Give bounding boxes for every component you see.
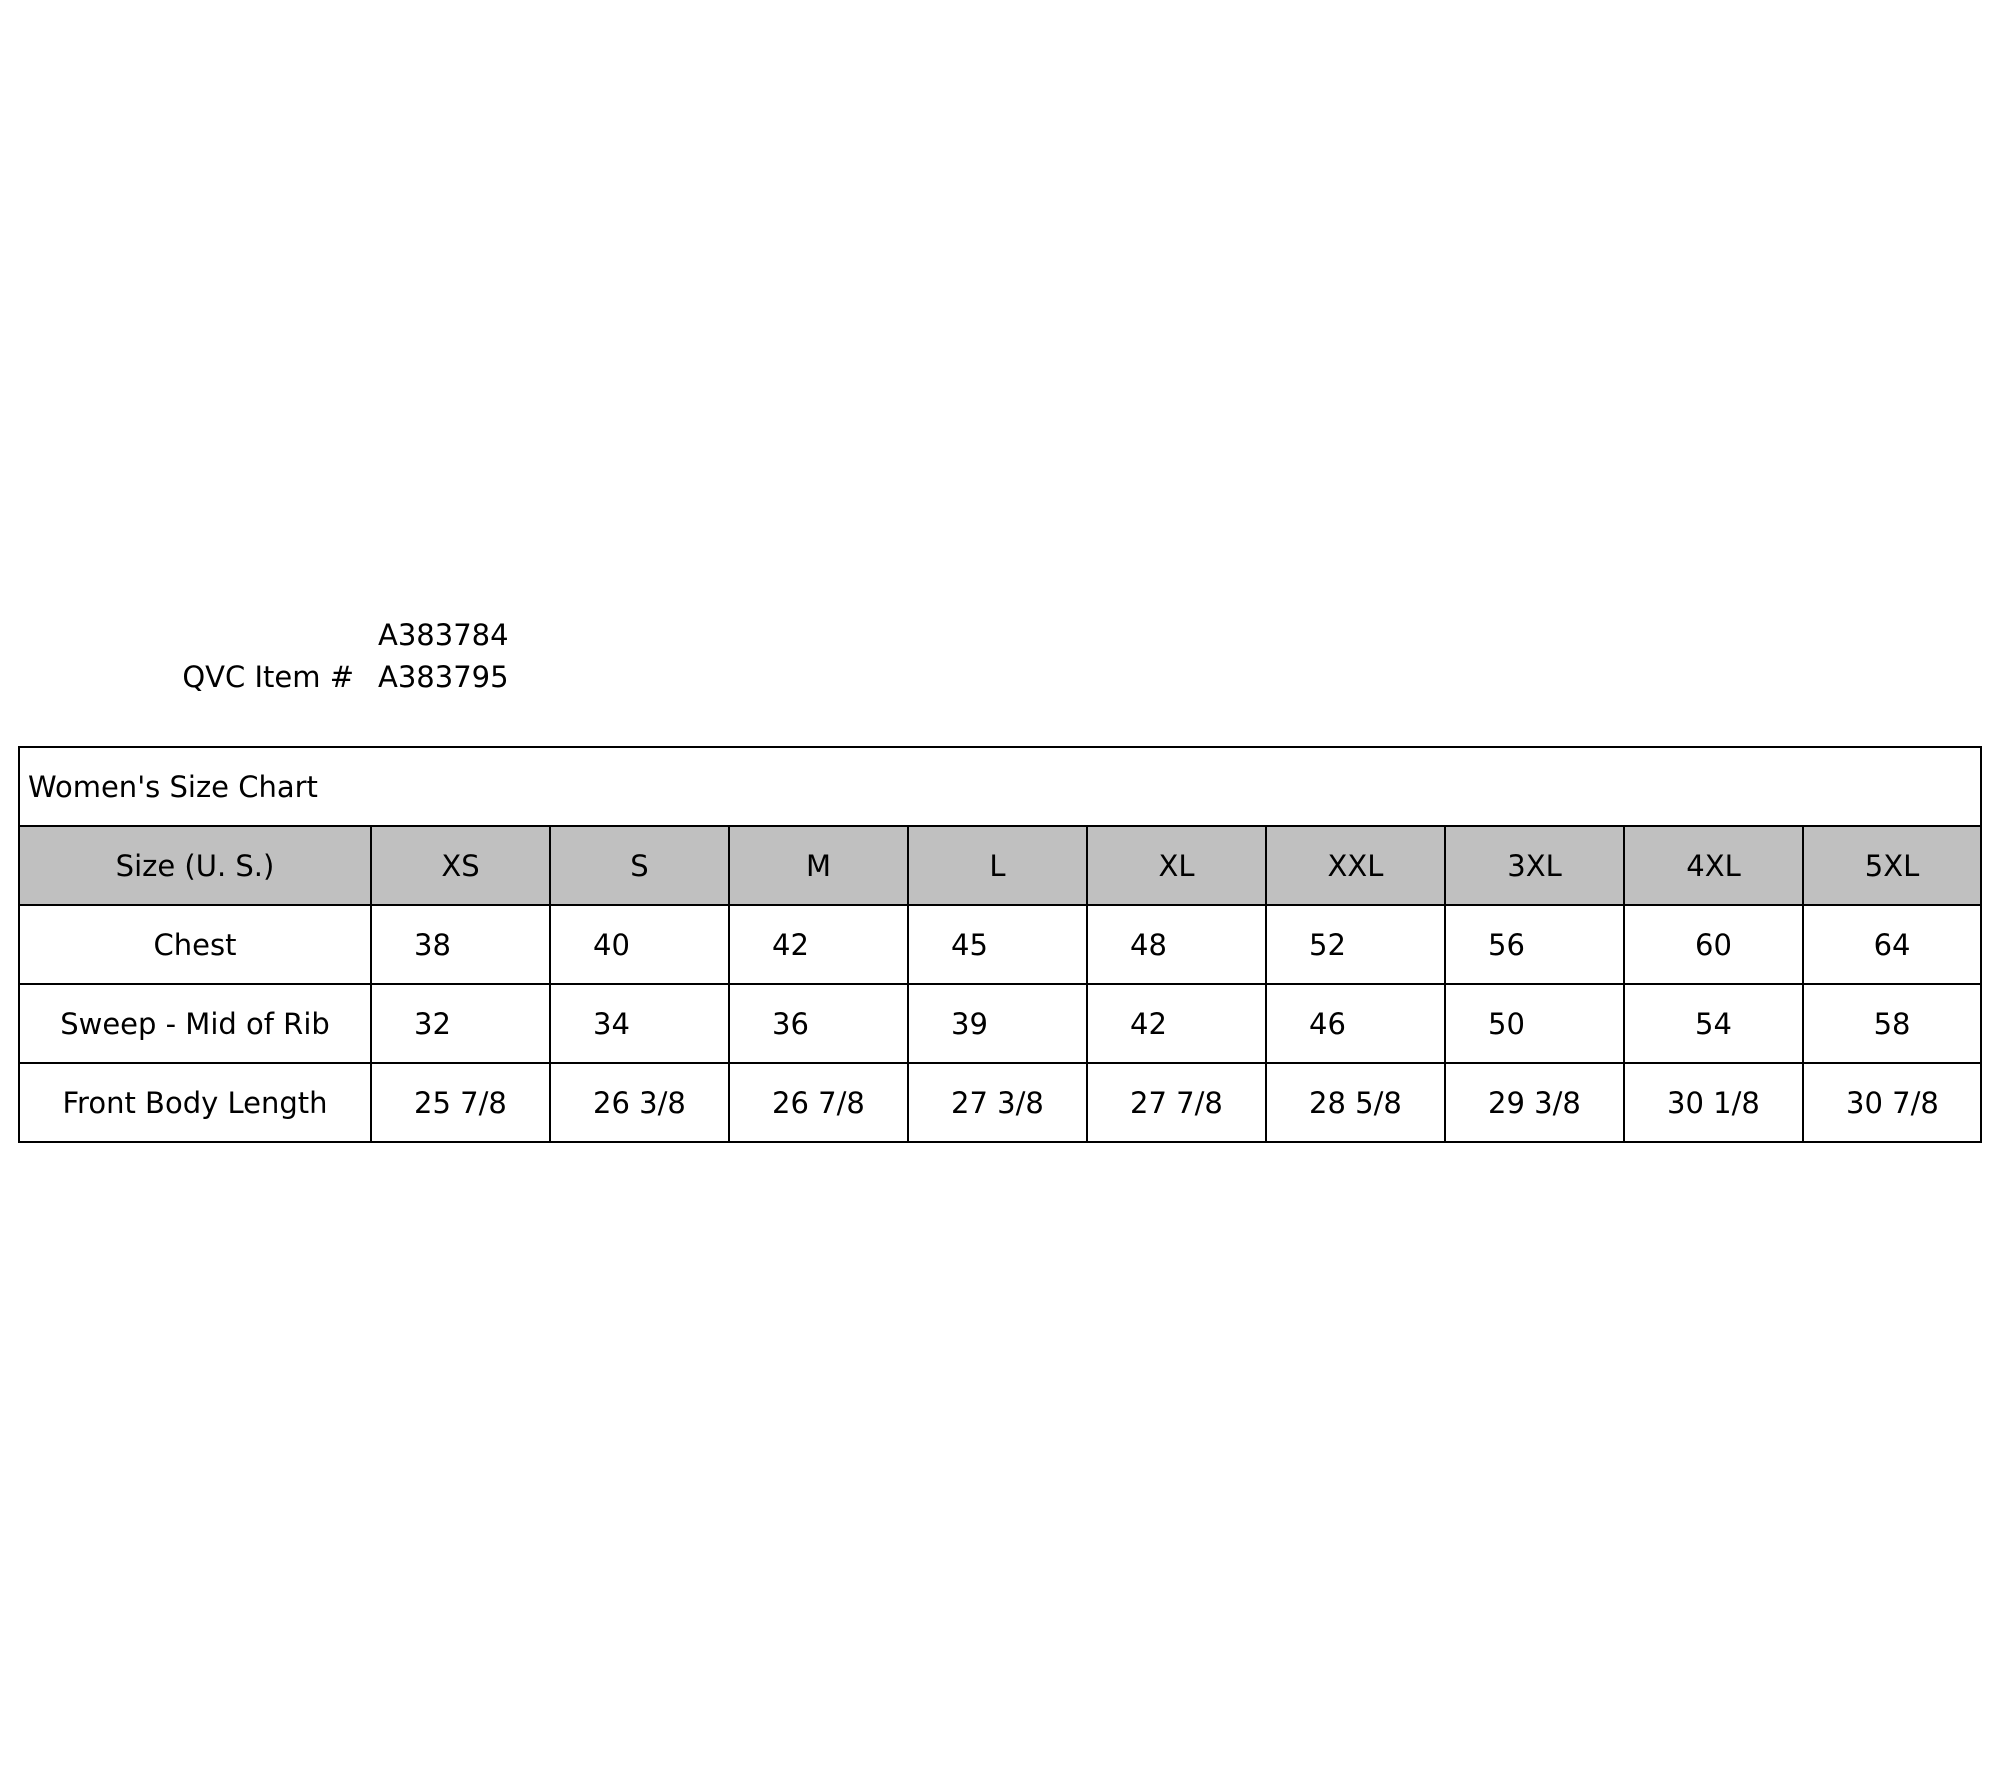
table-cell: 48 — [1087, 905, 1266, 984]
table-cell: 27 3/8 — [908, 1063, 1087, 1142]
table-cell: 38 — [371, 905, 550, 984]
item-number-label: QVC Item # — [182, 660, 354, 694]
table-cell: 46 — [1266, 984, 1445, 1063]
table-title: Women's Size Chart — [19, 747, 1981, 826]
item-number-block — [0, 618, 560, 702]
table-cell: 26 3/8 — [550, 1063, 729, 1142]
table-cell: 27 7/8 — [1087, 1063, 1266, 1142]
size-header-m: M — [729, 826, 908, 905]
table-cell: 60 — [1624, 905, 1803, 984]
table-row-chest — [19, 905, 1981, 984]
table-cell: 30 7/8 — [1803, 1063, 1981, 1142]
table-cell: 40 — [550, 905, 729, 984]
table-cell: 56 — [1445, 905, 1624, 984]
table-cell: 52 — [1266, 905, 1445, 984]
size-header-3xl: 3XL — [1445, 826, 1624, 905]
table-cell: 25 7/8 — [371, 1063, 550, 1142]
table-cell: 26 7/8 — [729, 1063, 908, 1142]
table-cell: 28 5/8 — [1266, 1063, 1445, 1142]
table-cell: 54 — [1624, 984, 1803, 1063]
table-cell: 42 — [729, 905, 908, 984]
table-cell: 29 3/8 — [1445, 1063, 1624, 1142]
table-cell: 45 — [908, 905, 1087, 984]
table-cell: 58 — [1803, 984, 1981, 1063]
table-cell: 42 — [1087, 984, 1266, 1063]
table-cell: 36 — [729, 984, 908, 1063]
item-number-1: A383784 — [378, 618, 509, 652]
size-header-5xl: 5XL — [1803, 826, 1981, 905]
row-label-chest: Chest — [19, 905, 371, 984]
size-chart-table — [18, 746, 1982, 1143]
size-header-s: S — [550, 826, 729, 905]
size-header-4xl: 4XL — [1624, 826, 1803, 905]
row-label-sweep: Sweep - Mid of Rib — [19, 984, 371, 1063]
size-header-xs: XS — [371, 826, 550, 905]
table-row-front-body-length — [19, 1063, 1981, 1142]
table-cell: 39 — [908, 984, 1087, 1063]
table-row-sweep — [19, 984, 1981, 1063]
table-cell: 32 — [371, 984, 550, 1063]
table-title-row — [19, 747, 1981, 826]
table-cell: 64 — [1803, 905, 1981, 984]
table-header-row — [19, 826, 1981, 905]
table-cell: 34 — [550, 984, 729, 1063]
table-cell: 50 — [1445, 984, 1624, 1063]
size-header-xl: XL — [1087, 826, 1266, 905]
size-header-xxl: XXL — [1266, 826, 1445, 905]
row-label-front-body-length: Front Body Length — [19, 1063, 371, 1142]
size-header-label: Size (U. S.) — [19, 826, 371, 905]
item-number-row-2 — [0, 660, 560, 702]
size-header-l: L — [908, 826, 1087, 905]
item-number-2: A383795 — [378, 660, 509, 694]
item-number-row-1 — [0, 618, 560, 660]
table-cell: 30 1/8 — [1624, 1063, 1803, 1142]
